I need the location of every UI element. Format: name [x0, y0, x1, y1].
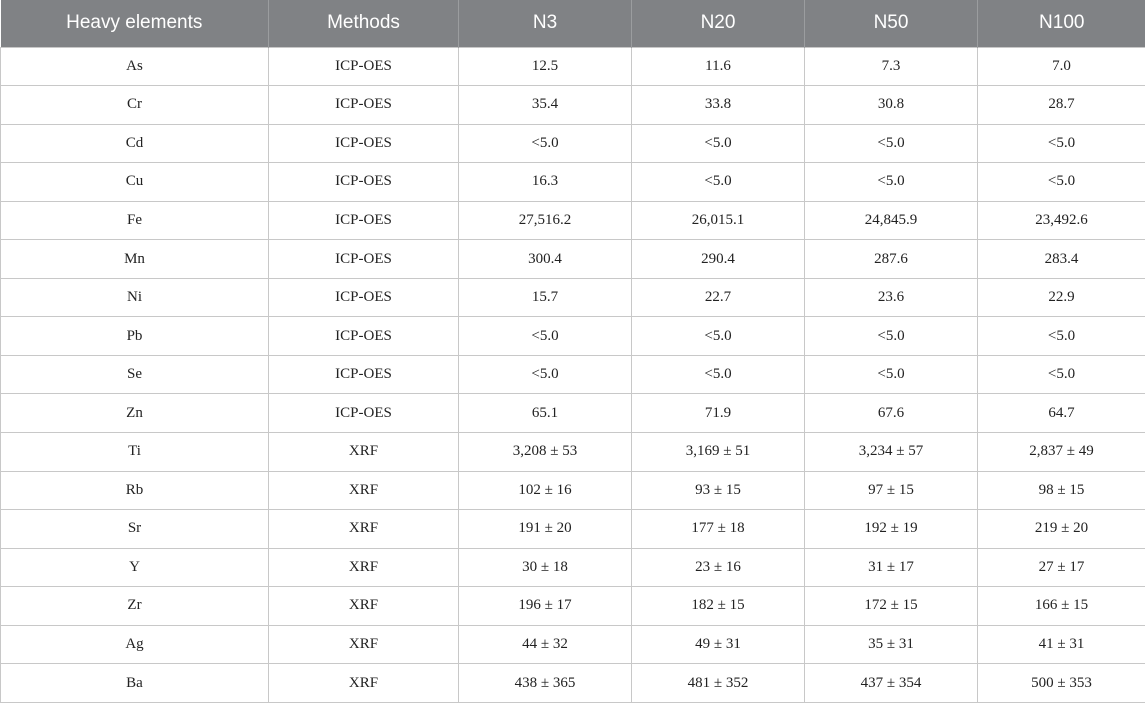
n20-cell: <5.0: [632, 317, 805, 356]
method-cell: XRF: [269, 432, 459, 471]
n3-cell: <5.0: [459, 124, 632, 163]
n20-cell: 11.6: [632, 47, 805, 86]
method-cell: ICP-OES: [269, 355, 459, 394]
n3-cell: 27,516.2: [459, 201, 632, 240]
n100-cell: 27 ± 17: [978, 548, 1145, 587]
table-row: [1, 548, 1145, 587]
n20-cell: 290.4: [632, 240, 805, 279]
n20-cell: 3,169 ± 51: [632, 432, 805, 471]
method-cell: ICP-OES: [269, 201, 459, 240]
n50-cell: 67.6: [805, 394, 978, 433]
header-methods: Methods: [269, 0, 459, 47]
element-cell: Mn: [1, 240, 269, 279]
element-cell: Sr: [1, 510, 269, 549]
n50-cell: 30.8: [805, 86, 978, 125]
n50-cell: 172 ± 15: [805, 587, 978, 626]
table-row: [1, 664, 1145, 703]
n50-cell: 437 ± 354: [805, 664, 978, 703]
method-cell: ICP-OES: [269, 124, 459, 163]
n100-cell: 2,837 ± 49: [978, 432, 1145, 471]
method-cell: XRF: [269, 548, 459, 587]
table-row: [1, 86, 1145, 125]
n3-cell: 16.3: [459, 163, 632, 202]
n100-cell: 500 ± 353: [978, 664, 1145, 703]
n100-cell: 64.7: [978, 394, 1145, 433]
element-cell: Rb: [1, 471, 269, 510]
element-cell: Fe: [1, 201, 269, 240]
n50-cell: 7.3: [805, 47, 978, 86]
table-row: [1, 201, 1145, 240]
n100-cell: 23,492.6: [978, 201, 1145, 240]
n50-cell: 23.6: [805, 278, 978, 317]
n20-cell: 481 ± 352: [632, 664, 805, 703]
element-cell: Ag: [1, 625, 269, 664]
n20-cell: 93 ± 15: [632, 471, 805, 510]
n3-cell: 65.1: [459, 394, 632, 433]
element-cell: Cr: [1, 86, 269, 125]
method-cell: ICP-OES: [269, 240, 459, 279]
method-cell: ICP-OES: [269, 86, 459, 125]
table-row: [1, 587, 1145, 626]
method-cell: ICP-OES: [269, 278, 459, 317]
n50-cell: 192 ± 19: [805, 510, 978, 549]
n20-cell: 33.8: [632, 86, 805, 125]
n3-cell: 191 ± 20: [459, 510, 632, 549]
n20-cell: 71.9: [632, 394, 805, 433]
method-cell: ICP-OES: [269, 47, 459, 86]
method-cell: XRF: [269, 625, 459, 664]
n3-cell: 3,208 ± 53: [459, 432, 632, 471]
table-row: [1, 317, 1145, 356]
n3-cell: 12.5: [459, 47, 632, 86]
header-n100: N100: [978, 0, 1145, 47]
n20-cell: <5.0: [632, 355, 805, 394]
n50-cell: <5.0: [805, 355, 978, 394]
element-cell: Ba: [1, 664, 269, 703]
method-cell: XRF: [269, 664, 459, 703]
element-cell: Cd: [1, 124, 269, 163]
element-cell: Zr: [1, 587, 269, 626]
n100-cell: 22.9: [978, 278, 1145, 317]
method-cell: XRF: [269, 471, 459, 510]
n3-cell: <5.0: [459, 317, 632, 356]
n20-cell: <5.0: [632, 163, 805, 202]
element-cell: Ti: [1, 432, 269, 471]
n100-cell: 98 ± 15: [978, 471, 1145, 510]
table-row: [1, 471, 1145, 510]
table-header: [1, 0, 1145, 47]
header-heavy-elements: Heavy elements: [1, 0, 269, 47]
n3-cell: 102 ± 16: [459, 471, 632, 510]
table-row: [1, 625, 1145, 664]
header-n20: N20: [632, 0, 805, 47]
n20-cell: 23 ± 16: [632, 548, 805, 587]
n100-cell: 28.7: [978, 86, 1145, 125]
n50-cell: 287.6: [805, 240, 978, 279]
n50-cell: 24,845.9: [805, 201, 978, 240]
table-row: [1, 355, 1145, 394]
table-row: [1, 47, 1145, 86]
method-cell: XRF: [269, 510, 459, 549]
table-row: [1, 240, 1145, 279]
n50-cell: 3,234 ± 57: [805, 432, 978, 471]
method-cell: ICP-OES: [269, 394, 459, 433]
table-row: [1, 394, 1145, 433]
element-cell: Pb: [1, 317, 269, 356]
n100-cell: <5.0: [978, 163, 1145, 202]
n3-cell: 30 ± 18: [459, 548, 632, 587]
n3-cell: 438 ± 365: [459, 664, 632, 703]
n100-cell: 7.0: [978, 47, 1145, 86]
element-cell: As: [1, 47, 269, 86]
n100-cell: <5.0: [978, 317, 1145, 356]
element-cell: Se: [1, 355, 269, 394]
n20-cell: 49 ± 31: [632, 625, 805, 664]
table-row: [1, 432, 1145, 471]
n100-cell: <5.0: [978, 355, 1145, 394]
n50-cell: 97 ± 15: [805, 471, 978, 510]
n20-cell: 182 ± 15: [632, 587, 805, 626]
n100-cell: 166 ± 15: [978, 587, 1145, 626]
n3-cell: 196 ± 17: [459, 587, 632, 626]
method-cell: XRF: [269, 587, 459, 626]
n3-cell: <5.0: [459, 355, 632, 394]
n100-cell: 41 ± 31: [978, 625, 1145, 664]
n50-cell: <5.0: [805, 163, 978, 202]
n50-cell: 35 ± 31: [805, 625, 978, 664]
table-row: [1, 278, 1145, 317]
table-row: [1, 510, 1145, 549]
n20-cell: <5.0: [632, 124, 805, 163]
n50-cell: <5.0: [805, 317, 978, 356]
method-cell: ICP-OES: [269, 317, 459, 356]
element-cell: Y: [1, 548, 269, 587]
n100-cell: 283.4: [978, 240, 1145, 279]
element-cell: Cu: [1, 163, 269, 202]
header-n3: N3: [459, 0, 632, 47]
n100-cell: 219 ± 20: [978, 510, 1145, 549]
n3-cell: 300.4: [459, 240, 632, 279]
n3-cell: 35.4: [459, 86, 632, 125]
n20-cell: 22.7: [632, 278, 805, 317]
n3-cell: 44 ± 32: [459, 625, 632, 664]
header-n50: N50: [805, 0, 978, 47]
element-cell: Zn: [1, 394, 269, 433]
n20-cell: 26,015.1: [632, 201, 805, 240]
n100-cell: <5.0: [978, 124, 1145, 163]
n3-cell: 15.7: [459, 278, 632, 317]
table-body: [1, 47, 1145, 702]
n50-cell: <5.0: [805, 124, 978, 163]
element-cell: Ni: [1, 278, 269, 317]
n50-cell: 31 ± 17: [805, 548, 978, 587]
table-row: [1, 163, 1145, 202]
method-cell: ICP-OES: [269, 163, 459, 202]
n20-cell: 177 ± 18: [632, 510, 805, 549]
header-row: [1, 0, 1145, 47]
table-row: [1, 124, 1145, 163]
